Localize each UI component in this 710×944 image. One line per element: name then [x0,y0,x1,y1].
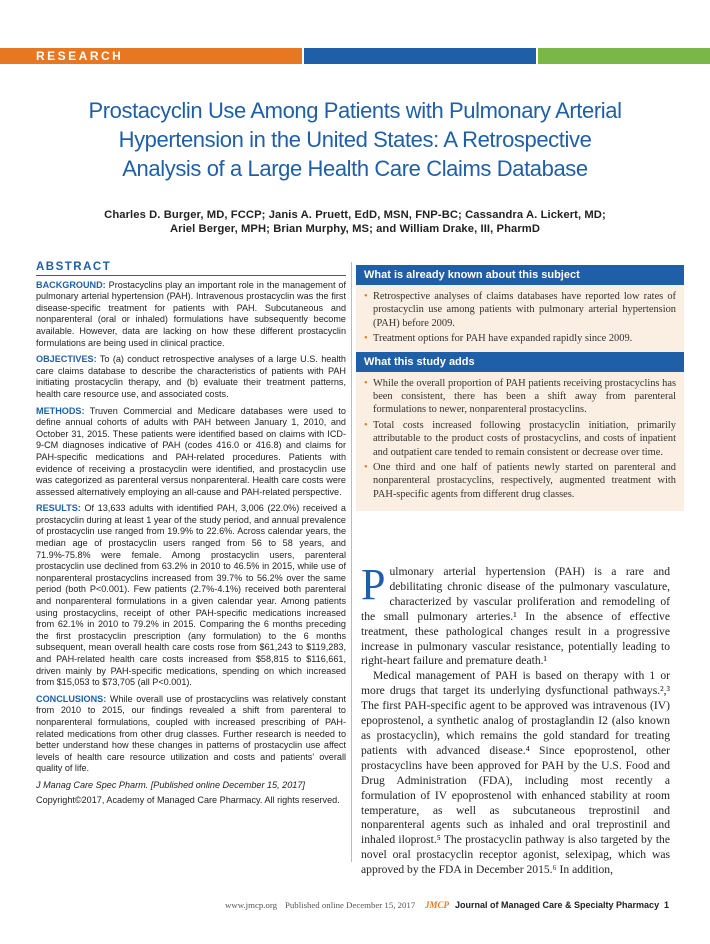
abstract-objectives [36,354,346,400]
known-item: • Treatment options for PAH have expanded rapidly since 2009. [364,332,676,345]
copyright: Copyright©2017, Academy of Managed Care Pharmacy. All rights reserved. [36,794,340,805]
citation: J Manag Care Spec Pharm. [Published online December 15, 2017] [36,779,305,790]
title-line: Analysis of a Large Health Care Claims Database [122,156,588,181]
abstract-results [36,503,346,689]
abstract-methods [36,406,346,499]
conclusions-text: While overall use of prostacyclins was relatively constant from 2010 to 2015, our findings revealed a shift from parenteral to nonparenteral formulations, coupled with increased prescribing of PAH-related medications from other drug classes. Further research is needed to better understand how these changes in patterns of prostacyclin use affect levels of health care resource utilization and costs and patients' overall quality of life. [36,693,346,774]
footer-url[interactable]: www.jmcp.org [225,900,278,910]
footer-published: Published online December 15, 2017 [285,900,416,910]
body-paragraph-1-text: ulmonary arterial hypertension (PAH) is a rare and debilitating chronic disease of the pulmonary vasculature, characterized by vascular proliferation and remodeling of the small pulmonary arteries.¹ In the absence of effective treatment, these pathological changes result in a progressive increase in pulmonary vascular resistance, potentially leading to right-heart failure and premature death.¹ [361,565,670,668]
objectives-label: OBJECTIVES: [36,354,97,365]
summary-sidebar [356,265,684,511]
abstract-background [36,280,346,350]
header-band-green [538,48,710,64]
footer-jmcp-logo: JMCP [425,900,450,910]
title-line: Prostacyclin Use Among Patients with Pulmonary Arterial [88,98,622,123]
body-text [361,560,670,878]
abstract-conclusions [36,694,346,775]
section-label: RESEARCH [36,49,124,63]
adds-box-list [356,372,684,512]
column-divider [351,262,352,862]
objectives-text: To (a) conduct retrospective analyses of a large U.S. health care claims database to describe the characteristics of patients with PAH initiating prostacyclin therapy, and (b) evaluate their treatment patterns, health care resource use, and associated costs. [36,354,346,399]
results-label: RESULTS: [36,503,81,514]
author-line: Ariel Berger, MPH; Brian Murphy, MS; and William Drake, III, PharmD [169,222,541,235]
article-title [60,96,650,183]
abstract [36,262,346,806]
known-box-heading: What is already known about this subject [356,265,684,285]
page-number: 1 [664,900,670,910]
author-line: Charles D. Burger, MD, FCCP; Janis A. Pruett, EdD, MSN, FNP-BC; Cassandra A. Lickert, MD; [104,209,606,221]
methods-text: Truven Commercial and Medicare databases were used to define annual cohorts of adults with PAH between January 1, 2010, and October 31, 2015. These patients were identified based on claims with ICD-9-CM diagnoses indicative of PAH (codes 416.0 or 416.8) and claims for PAH-specific medications and PAH-related procedures. Patients with evidence of receiving a prostacyclin were identified, and prostacyclin use was categorized as parenteral versus nonparenteral. Health care costs were assessed alternatively employing an all-cause and PAH-related perspective. [36,405,346,497]
methods-label: METHODS: [36,405,85,416]
drop-cap: P [361,560,386,609]
background-label: BACKGROUND: [36,279,106,290]
body-paragraph: Medical management of PAH is based on therapy with 1 or more drugs that target its underlying dysfunctional pathways.²,³ The first PAH-specific agent to be approved was intravenous (IV) epoprostenol, a synthetic analog of prostaglandin I2 (also known as prostacyclin), which remains the gold standard for treating patients with advanced disease.⁴ Since epoprostenol, other prostacyclins have been approved for PAH by the U.S. Food and Drug Administration (FDA), including most recently a formulation of IV epoprostenol with enhanced stability at room temperature, as well as subcutaneous treprostinil and nonparenteral agents such as inhaled and oral treprostinil and inhaled iloprost.⁵ The prostacyclin pathway is also targeted by the novel oral prostacyclin receptor agonist, selexipag, which was approved by the FDA in December 2015.⁶ In addition, [361,669,670,877]
background-text: Prostacyclins play an important role in the management of pulmonary arterial hypertension (PAH). Intravenous prostacyclin was the first disease-specific treatment for patients with PAH. Subcutaneous and nonparenteral (oral or inhaled) formulations have subsequently become available. However, data are lacking on how these different prostacyclin formulations are being used in clinical practice. [36,279,347,348]
adds-item: • Total costs increased following prostacyclin initiation, primarily attributable to the product costs of prostacyclins, and costs of inpatient and outpatient care tended to remain consistent or decrease over time. [364,419,676,459]
known-box-list [356,285,684,352]
header-band-blue [304,48,536,64]
page-footer [0,900,710,914]
title-line: Hypertension in the United States: A Retrospective [118,127,592,152]
body-paragraph [361,560,670,669]
abstract-heading: ABSTRACT [36,262,346,276]
footer-journal-name: Journal of Managed Care & Specialty Pharmacy [455,900,660,910]
adds-item: • One third and one half of patients newly started on parenteral and nonparenteral prostacyclins, respectively, augmented treatment with PAH-specific agents from different drug classes. [364,461,676,501]
conclusions-label: CONCLUSIONS: [36,693,107,704]
author-list [40,209,670,236]
known-item: • Retrospective analyses of claims databases have reported low rates of prostacyclin use among patients with pulmonary arterial hypertension (PAH) before 2009. [364,290,676,330]
results-text: Of 13,633 adults with identified PAH, 3,006 (22.0%) received a prostacyclin during at least 1 year of the study period, and annual prevalence of prostacyclin use ranged from 19.9% to 22.6%. Across calendar years, the median age of prostacyclin users ranged from 56 to 58 years, and 71.9%-75.8% were female. Among prostacyclin users, parenteral prostacyclin use declined from 63.2% in 2010 to 46.5% in 2015, while use of nonparenteral prostacyclins increased from 39.7% to 56.2% over the same period (both P<0.001). Few patients (2.7%-4.1%) received both parenteral and nonparenteral formulations in a given calendar year. Among patients using prostacyclins, receipt of other PAH-specific medications increased from 62.1% in 2010 to 79.2% in 2015. Comparing the 6 months preceding the first prostacyclin prescription (any formulation) to the 6 months subsequent, mean overall health care costs rose from $61,243 to $119,283, and PAH-related health care costs increased from $58,815 to $116,661, driven mainly by PAH-specific medications, spending on which increased from $15,053 to $73,705 (all P<0.001). [36,503,346,688]
adds-box-heading: What this study adds [356,352,684,372]
adds-item: • While the overall proportion of PAH patients receiving prostacyclins has been consistent, there has been a shift away from parenteral formulations to newer, nonparenteral prostacyclins. [364,377,676,417]
